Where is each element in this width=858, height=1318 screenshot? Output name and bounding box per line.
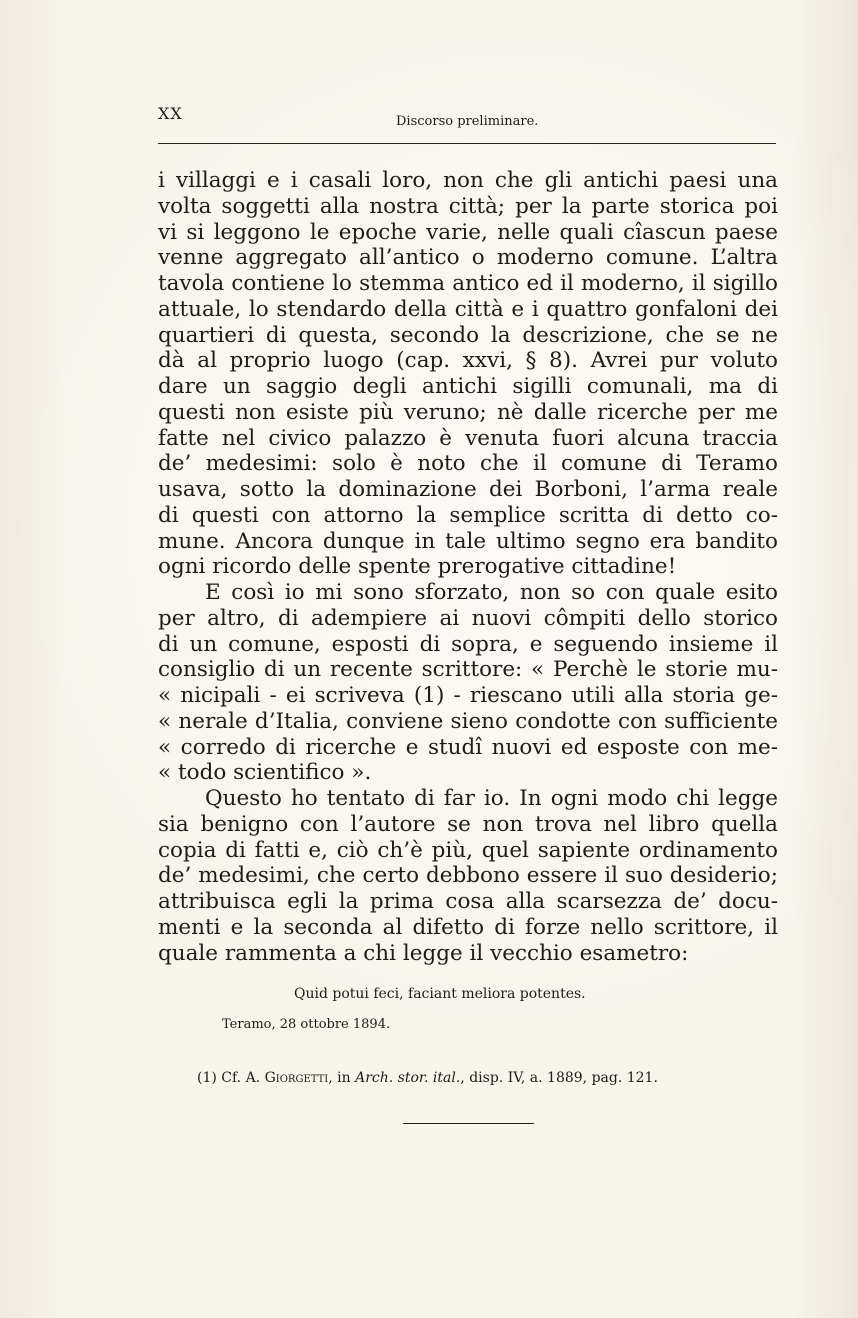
text-line: « nicipali - ei scriveva (1) - riescano utili alla storia ge- (158, 683, 778, 708)
text-line: tavola contiene lo stemma antico ed il moderno, il sigillo (158, 271, 778, 296)
text-line: di un comune, esposti di sopra, e seguendo insieme il (158, 631, 778, 657)
footnote-journal: Arch. stor. ital. (355, 1070, 461, 1086)
text-line: dà al proprio luogo (cap. xxvi, § 8). Avrei pur voluto (158, 348, 778, 374)
text-line: quartieri di questa, secondo la descrizione, che se ne (158, 322, 778, 348)
text-line: questi non esiste più veruno; nè dalle ricerche per me (158, 399, 778, 425)
text-line: fatte nel civico palazzo è venuta fuori alcuna traccia (158, 425, 778, 451)
text-line: copia di fatti e, ciò ch’è più, quel sapiente ordinamento (158, 837, 778, 863)
body-text (158, 168, 778, 966)
text-line: attuale, lo stendardo della città e i quattro gonfaloni dei (158, 296, 778, 322)
footnote (197, 1070, 658, 1086)
text-line: Questo ho tentato di far io. In ogni modo chi legge (205, 786, 778, 811)
running-head: Discorso preliminare. (396, 114, 539, 129)
text-line: ogni ricordo delle spente prerogative cittadine! (158, 554, 677, 580)
text-line: de’ medesimi: solo è noto che il comune di Teramo (158, 451, 778, 477)
text-line: « todo scientifico ». (158, 760, 372, 786)
footer-rule (403, 1123, 534, 1124)
text-line: menti e la seconda al difetto di forze nello scrittore, il (158, 914, 778, 940)
text-line: consiglio di un recente scrittore: « Perchè le storie mu- (158, 657, 778, 683)
text-line: attribuisca egli la prima cosa alla scarsezza de’ docu- (158, 889, 778, 914)
text-line: E così io mi sono sforzato, non so con quale esito (205, 580, 778, 605)
text-line: quale rammenta a chi legge il vecchio esametro: (158, 940, 689, 966)
page-header (158, 104, 778, 140)
page-number: XX (158, 104, 183, 123)
text-line: i villaggi e i casali loro, non che gli antichi paesi una (158, 168, 778, 193)
text-line: « nerale d’Italia, conviene sieno condotte con sufficiente (158, 708, 778, 734)
text-line: di questi con attorno la semplice scritta di detto co- (158, 502, 778, 528)
footnote-rest: , disp. IV, a. 1889, pag. 121. (460, 1070, 658, 1086)
text-line: sia benigno con l’autore se non trova nel libro quella (158, 811, 778, 837)
text-line: de’ medesimi, che certo debbono essere il suo desiderio; (158, 863, 778, 889)
latin-quote: Quid potui feci, faciant meliora potentes. (294, 986, 586, 1002)
dateline: Teramo, 28 ottobre 1894. (222, 1017, 391, 1032)
text-line: usava, sotto la dominazione dei Borboni, l’arma reale (158, 477, 778, 502)
text-line: volta soggetti alla nostra città; per la parte storica poi (158, 193, 778, 219)
text-line: vi si leggono le epoche varie, nelle quali cîascun paese (158, 219, 778, 245)
text-line: venne aggregato all’antico o moderno comune. L’altra (158, 245, 778, 271)
footnote-separator: , in (328, 1070, 356, 1086)
footnote-marker: (1) Cf. A. (197, 1070, 265, 1086)
text-line: per altro, di adempiere ai nuovi cômpiti dello storico (158, 605, 778, 631)
header-rule (158, 143, 776, 144)
text-line: mune. Ancora dunque in tale ultimo segno era bandito (158, 528, 778, 554)
text-line: dare un saggio degli antichi sigilli comunali, ma di (158, 374, 778, 399)
footnote-author: Giorgetti (264, 1070, 329, 1086)
text-line: « corredo di ricerche e studî nuovi ed esposte con me- (158, 734, 778, 760)
